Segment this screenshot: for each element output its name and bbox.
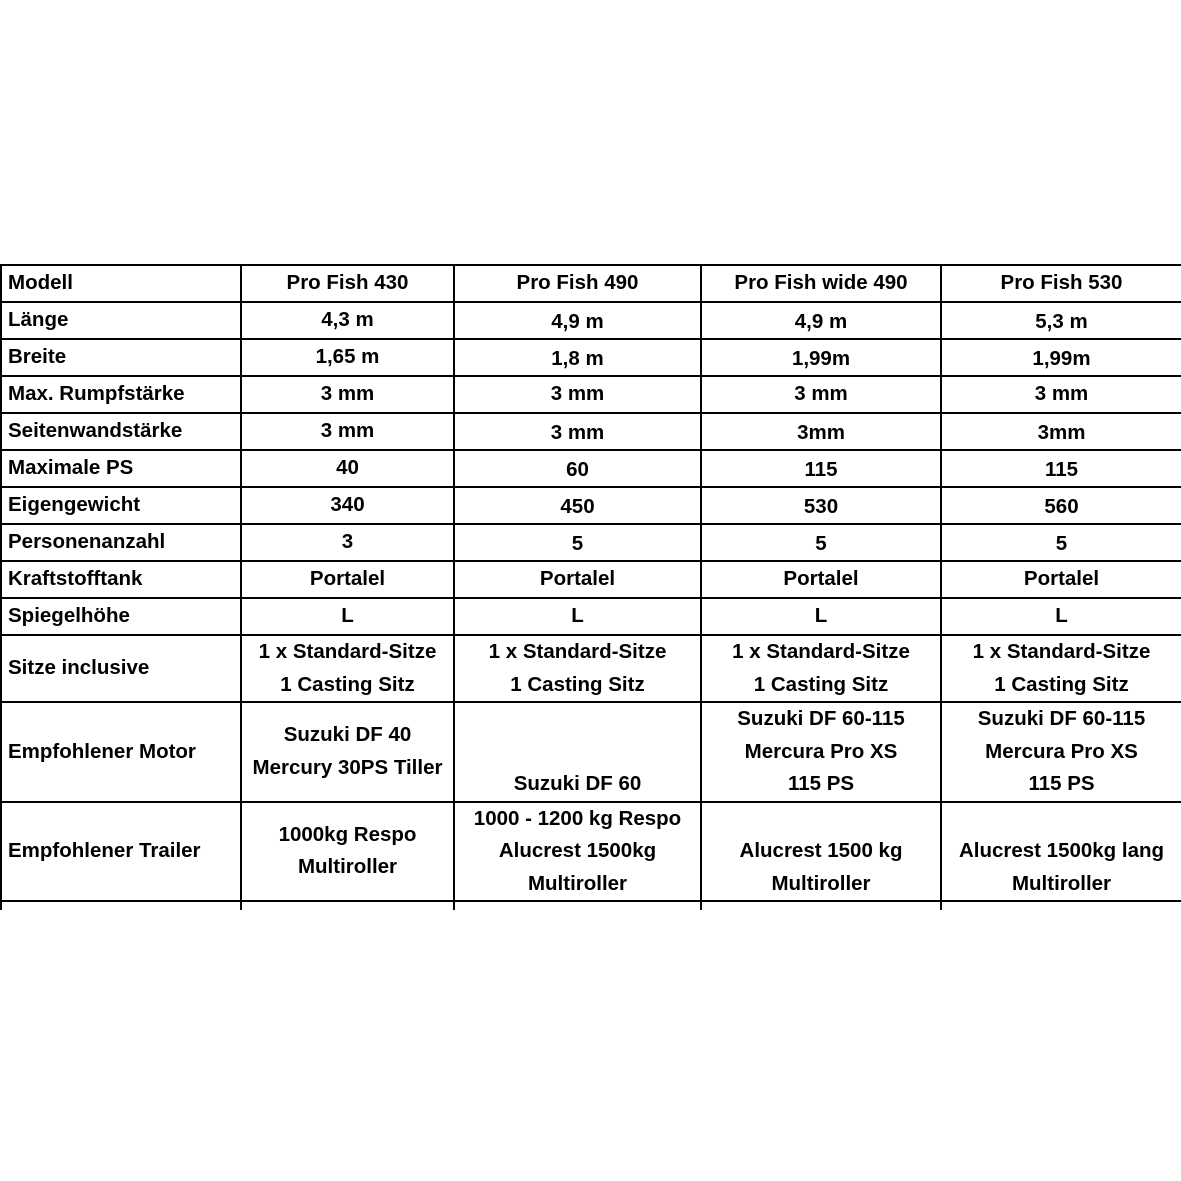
cell-line: 115 PS — [787, 772, 855, 795]
row-label: Kraftstofftank — [1, 561, 241, 598]
table-cell: L — [241, 598, 454, 635]
boat-spec-table — [0, 264, 1181, 910]
table-cell: Portalel — [701, 561, 941, 598]
table-row — [1, 376, 1181, 413]
table-cell: 5 — [454, 524, 701, 561]
table-cell: Portalel — [241, 561, 454, 598]
cell-line: Multiroller — [1011, 871, 1112, 895]
table-cell: 3 mm — [241, 413, 454, 450]
table-cell — [701, 635, 941, 702]
table-cell: 5 — [941, 524, 1181, 561]
table-cell: 3 mm — [454, 376, 701, 413]
header-cell-model: Pro Fish 430 — [241, 265, 454, 302]
table-cell: 4,9 m — [701, 302, 941, 339]
table-cell — [454, 702, 701, 802]
table-cell — [941, 802, 1181, 902]
table-cell: 3 mm — [941, 376, 1181, 413]
table-cell-empty — [454, 901, 701, 910]
cell-line: Suzuki DF 60 — [513, 772, 642, 795]
table-cell: 3 — [241, 524, 454, 561]
table-row — [1, 598, 1181, 635]
cell-line: 115 PS — [1028, 772, 1095, 795]
row-label: Spiegelhöhe — [1, 598, 241, 635]
header-cell-model: Pro Fish 530 — [941, 265, 1181, 302]
table-row-cutoff — [1, 901, 1181, 910]
table-cell: 4,9 m — [454, 302, 701, 339]
table-cell: 560 — [941, 487, 1181, 524]
cell-line: 1000 - 1200 kg Respo — [473, 806, 682, 830]
cell-line: 1 Casting Sitz — [994, 672, 1129, 696]
table-cell: 3 mm — [241, 376, 454, 413]
table-cell — [241, 635, 454, 702]
cell-line: Mercura Pro XS — [744, 739, 898, 763]
row-label: Empfohlener Trailer — [1, 802, 241, 902]
table-cell — [454, 802, 701, 902]
cell-line: Mercura Pro XS — [985, 739, 1138, 763]
row-label: Länge — [1, 302, 241, 339]
cell-line: 1 Casting Sitz — [753, 672, 889, 696]
table-cell: 40 — [241, 450, 454, 487]
cell-line: 1 x Standard-Sitze — [972, 640, 1151, 663]
table-cell: 1,99m — [941, 339, 1181, 376]
header-cell-label: Modell — [1, 265, 241, 302]
table-row — [1, 487, 1181, 524]
table-cell — [241, 702, 454, 802]
table-cell: Portalel — [454, 561, 701, 598]
table-cell: 3 mm — [454, 413, 701, 450]
row-label: Personenanzahl — [1, 524, 241, 561]
header-cell-model: Pro Fish 490 — [454, 265, 701, 302]
cell-line: Alucrest 1500kg lang — [958, 839, 1165, 862]
row-label: Sitze inclusive — [1, 635, 241, 702]
cell-line: Multiroller — [527, 871, 628, 895]
table-cell-empty — [941, 901, 1181, 910]
cell-line: 1 Casting Sitz — [510, 672, 645, 696]
table-cell — [241, 802, 454, 902]
header-row — [1, 265, 1181, 302]
table-row — [1, 450, 1181, 487]
table-cell: 1,99m — [701, 339, 941, 376]
table-cell: 530 — [701, 487, 941, 524]
header-cell-model: Pro Fish wide 490 — [701, 265, 941, 302]
table-cell: Portalel — [941, 561, 1181, 598]
table-cell: 115 — [941, 450, 1181, 487]
table-cell-empty — [701, 901, 941, 910]
table-cell: L — [941, 598, 1181, 635]
table-cell: 5,3 m — [941, 302, 1181, 339]
table-cell: 1,65 m — [241, 339, 454, 376]
table-row — [1, 339, 1181, 376]
cell-line: Suzuki DF 40 — [283, 723, 412, 747]
row-label: Maximale PS — [1, 450, 241, 487]
table-cell-empty — [1, 901, 241, 910]
table-cell: L — [701, 598, 941, 635]
table-cell-empty — [241, 901, 454, 910]
cell-line: Suzuki DF 60-115 — [737, 707, 905, 730]
table-cell — [941, 702, 1181, 802]
row-label: Eigengewicht — [1, 487, 241, 524]
table-row — [1, 302, 1181, 339]
table-cell: 3mm — [701, 413, 941, 450]
table-cell — [701, 702, 941, 802]
table-cell: 3mm — [941, 413, 1181, 450]
table-row-trailer — [1, 802, 1181, 902]
table-cell: 1,8 m — [454, 339, 701, 376]
cell-line: 1 Casting Sitz — [280, 672, 415, 696]
cell-line: Alucrest 1500 kg — [739, 839, 903, 862]
table-cell: 450 — [454, 487, 701, 524]
table-cell: 3 mm — [701, 376, 941, 413]
cell-line: Mercury 30PS Tiller — [252, 755, 443, 779]
table-cell: 4,3 m — [241, 302, 454, 339]
table-row-seats — [1, 635, 1181, 702]
cell-line: 1 x Standard-Sitze — [732, 640, 910, 663]
cell-line: 1 x Standard-Sitze — [488, 640, 667, 663]
table-cell: 115 — [701, 450, 941, 487]
table-row — [1, 524, 1181, 561]
cell-line: Multiroller — [771, 871, 871, 895]
cell-line: Multiroller — [297, 855, 398, 879]
row-label: Max. Rumpfstärke — [1, 376, 241, 413]
row-label: Breite — [1, 339, 241, 376]
table-cell — [701, 802, 941, 902]
cell-line: 1000kg Respo — [278, 822, 417, 846]
table-cell: 60 — [454, 450, 701, 487]
table-cell: 340 — [241, 487, 454, 524]
row-label: Seitenwandstärke — [1, 413, 241, 450]
cell-line: Alucrest 1500kg — [498, 839, 657, 862]
table-cell: L — [454, 598, 701, 635]
cell-line: Suzuki DF 60-115 — [977, 707, 1146, 730]
row-label: Empfohlener Motor — [1, 702, 241, 802]
table-cell — [454, 635, 701, 702]
table-row — [1, 561, 1181, 598]
spec-table-container — [0, 264, 1181, 910]
table-cell — [941, 635, 1181, 702]
table-row — [1, 413, 1181, 450]
table-cell: 5 — [701, 524, 941, 561]
cell-line: 1 x Standard-Sitze — [258, 640, 437, 663]
table-row-motor — [1, 702, 1181, 802]
